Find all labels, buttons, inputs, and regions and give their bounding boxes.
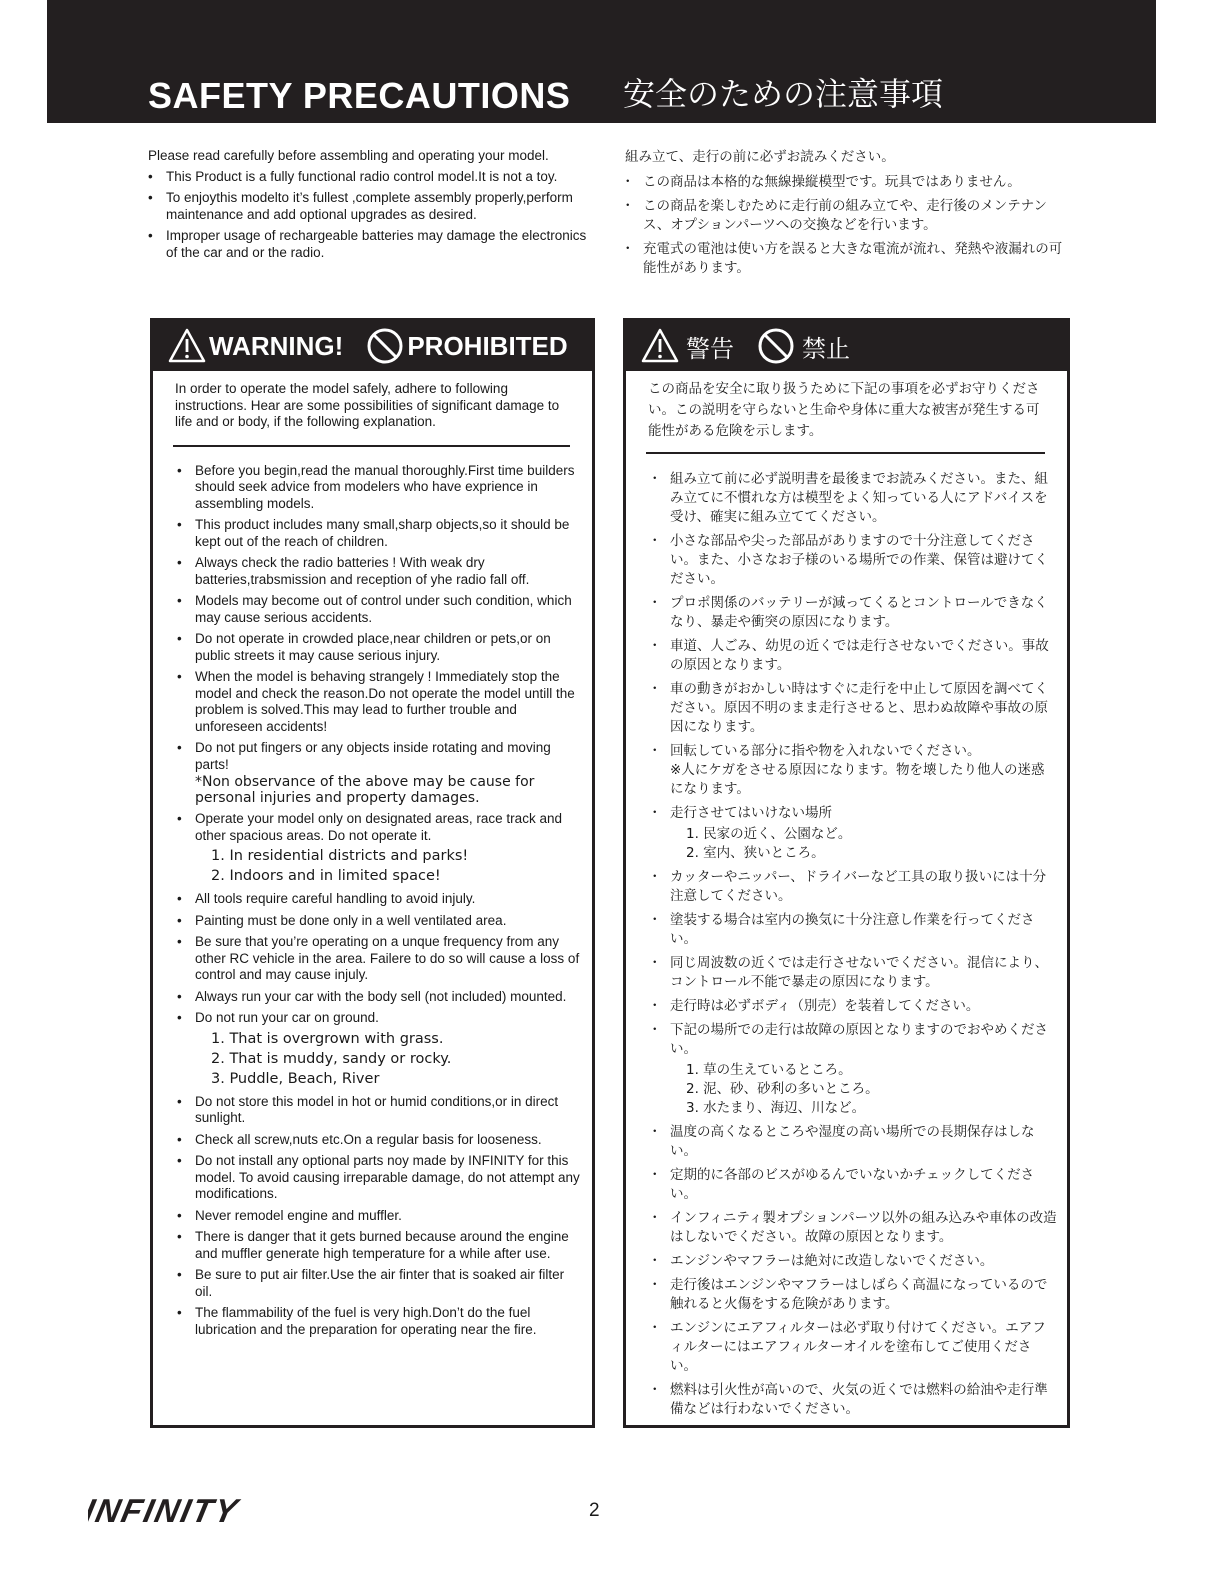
list-item xyxy=(177,811,582,886)
list-item xyxy=(177,1208,582,1225)
list-item-text: Painting must be done only in a well ventilated area. xyxy=(195,912,507,928)
warning-triangle-icon xyxy=(640,326,680,366)
list-item-text: Always check the radio batteries ! With weak dry batteries,trabsmission and reception of yhe radio fall off. xyxy=(195,555,530,587)
list-item-text: 小さな部品や尖った部品がありますので十分注意してください。また、小さなお子様のいる場所での作業、保管は避けてください。 xyxy=(670,533,1048,587)
list-item xyxy=(177,740,582,806)
warning-box-ja xyxy=(623,318,1070,1428)
list-item: • To enjoythis modelto it’s fullest ,complete assembly properly,perform maintenance and add optional upgrades as desired. xyxy=(148,190,598,223)
divider xyxy=(173,445,570,447)
list-item-text: 同じ周波数の近くでは走行させないでください。混信により、コントロール不能で暴走の原因になります。 xyxy=(670,955,1048,990)
list-item-text: 下記の場所での走行は故障の原因となりますのでおやめください。 xyxy=(670,1022,1048,1057)
list-item xyxy=(177,891,582,908)
list-item-text: Do not store this model in hot or humid conditions,or in direct sunlight. xyxy=(195,1093,559,1125)
list-item-text: カッターやニッパー、ドライバーなど工具の取り扱いには十分注意してください。 xyxy=(670,869,1047,904)
list-item xyxy=(177,1267,582,1300)
list-item-text: 組み立て前に必ず説明書を最後までお読みください。また、組み立てに不慣れな方は模型をよく知っている人にアドバイスを受け、確実に組み立ててください。 xyxy=(670,471,1048,525)
list-item xyxy=(652,594,1057,632)
warning-list-en xyxy=(177,463,582,1339)
sub-list-item: 1. That is overgrown with grass. xyxy=(211,1030,444,1047)
list-item xyxy=(177,1305,582,1338)
warning-box-header-ja xyxy=(626,321,1067,371)
list-item-text: Do not install any optional parts noy made by INFINITY for this model. To avoid causing irreparable damage, do not attempt any modifications. xyxy=(195,1153,580,1201)
warning-label: WARNING! xyxy=(209,330,344,361)
list-item-text: インフィニティ製オプションパーツ以外の組み込みや車体の改造はしないでください。故障の原因となります。 xyxy=(670,1210,1057,1245)
list-item xyxy=(177,555,582,588)
list-item xyxy=(652,1021,1057,1118)
list-item-text: 塗装する場合は室内の換気に十分注意し作業を行ってください。 xyxy=(670,912,1035,947)
list-item xyxy=(652,532,1057,589)
list-item-text: The flammability of the fuel is very high.Don’t do the fuel lubrication and the preparation for operating near the fire. xyxy=(195,1305,537,1337)
list-item-text: Do not run your car on ground. xyxy=(195,1010,379,1025)
intro-en-lead: Please read carefully before assembling and operating your model. xyxy=(148,148,549,163)
list-item-text: Be sure that you’re operating on a unque frequency from any other RC vehicle in the area. Failere to do so will cause a loss of control and may cause injuly. xyxy=(195,934,580,982)
list-item-text: 走行後はエンジンやマフラーはしばらく高温になっているので触れると火傷をする危険があります。 xyxy=(670,1277,1048,1312)
list-item xyxy=(177,1132,582,1149)
page-number: 2 xyxy=(589,1500,600,1521)
sub-list-item: 3. Puddle, Beach, River xyxy=(211,1070,380,1087)
sub-list-item: 2. Indoors and in limited space! xyxy=(211,868,441,884)
list-item xyxy=(652,1123,1057,1161)
sub-list xyxy=(195,846,582,886)
list-item-text: 車の動きがおかしい時はすぐに走行を中止して原因を調べてください。原因不明のまま走行させると、思わぬ故障や事故の原因になります。 xyxy=(670,681,1048,735)
list-item xyxy=(652,1381,1057,1419)
list-item: ・ 充電式の電池は使い方を誤ると大きな電流が流れ、発熱や液漏れの可能性があります。 xyxy=(625,240,1065,278)
sub-list-item: 1. 民家の近く、公園など。 xyxy=(686,826,852,842)
list-item-text: There is danger that it gets burned because around the engine and muffler generate high temperature for a while after use. xyxy=(195,1229,569,1261)
sub-list-item: 1. 草の生えているところ。 xyxy=(686,1062,852,1078)
warning-box-header-en xyxy=(153,321,592,371)
list-item-text: Never remodel engine and muffler. xyxy=(195,1207,402,1223)
svg-text:INFINITY: INFINITY xyxy=(88,1497,243,1527)
list-item xyxy=(177,989,582,1006)
list-item xyxy=(652,868,1057,906)
prohibited-label: PROHIBITED xyxy=(407,330,568,361)
list-item xyxy=(652,1319,1057,1376)
list-item xyxy=(177,1094,582,1127)
list-item xyxy=(652,742,1057,799)
list-item: • This Product is a fully functional radio control model.It is not a toy. xyxy=(148,169,598,186)
warning-label-ja: 警告 xyxy=(686,334,734,363)
sub-list-item: 1. In residential districts and parks! xyxy=(211,848,469,864)
list-item xyxy=(652,804,1057,863)
warning-triangle-icon xyxy=(167,326,207,366)
list-item xyxy=(652,1276,1057,1314)
intro-ja xyxy=(625,148,1065,283)
intro-ja-list xyxy=(625,173,1065,278)
list-item xyxy=(177,913,582,930)
list-item: ・ この商品を楽しむために走行前の組み立てや、走行後のメンテナンス、オプションパーツへの交換などを行います。 xyxy=(625,197,1065,235)
list-item xyxy=(652,911,1057,949)
list-item xyxy=(177,463,582,513)
list-item-text: This product includes many small,sharp objects,so it should be kept out of the reach of children. xyxy=(195,517,570,549)
list-item-text: 定期的に各部のビスがゆるんでいないかチェックしてください。 xyxy=(670,1167,1035,1202)
prohibited-circle-icon xyxy=(756,326,796,366)
list-item xyxy=(652,997,1057,1016)
list-item-text: Check all screw,nuts etc.On a regular basis for looseness. xyxy=(195,1131,542,1147)
warning-box-en xyxy=(150,318,595,1428)
sub-list-item: 2. That is muddy, sandy or rocky. xyxy=(211,1050,452,1067)
list-item-text: Do not put fingers or any objects inside rotating and moving parts! xyxy=(195,740,551,772)
list-item xyxy=(652,680,1057,737)
warning-description-en: In order to operate the model safely, adhere to following instructions. Hear are some possibilities of significant damage to life and or body, if the following explanation. xyxy=(175,381,560,429)
sub-list xyxy=(670,1061,1057,1118)
list-item-text: 走行させてはいけない場所 xyxy=(670,805,832,821)
prohibited-label-ja: 禁止 xyxy=(802,334,850,363)
list-item-text: 回転している部分に指や物を入れないでください。 xyxy=(670,743,981,759)
list-item-text: When the model is behaving strangely ! Immediately stop the model and check the reason.Do not operate the model untill the problem is solved.This may lead to further trouble and unforeseen accidents! xyxy=(195,669,575,734)
list-item-text: 燃料は引火性が高いので、火気の近くでは燃料の給油や走行準備などは行わないでください。 xyxy=(670,1382,1048,1417)
sub-list xyxy=(670,825,1057,863)
list-item xyxy=(177,593,582,626)
page-title-en: SAFETY PRECAUTIONS xyxy=(148,75,571,116)
list-item xyxy=(652,1166,1057,1204)
list-item-text: エンジンにエアフィルターは必ず取り付けてください。エアフィルターにはエアフィルターオイルを塗布してご使用ください。 xyxy=(670,1320,1046,1374)
list-item-text: Before you begin,read the manual thoroughly.First time builders should seek advice from modelers who have exprience in assembling models. xyxy=(195,462,575,511)
list-item-text: Always run your car with the body sell (not included) mounted. xyxy=(195,988,567,1004)
brand-logo xyxy=(88,1497,328,1532)
list-item-text: 車道、人ごみ、幼児の近くでは走行させないでください。事故の原因となります。 xyxy=(670,638,1049,673)
sub-list-item: 2. 泥、砂、砂利の多いところ。 xyxy=(686,1081,879,1097)
sub-list xyxy=(195,1029,582,1089)
list-item xyxy=(177,669,582,735)
warning-description-ja: この商品を安全に取り扱うために下記の事項を必ずお守りください。この説明を守らないと生命や身体に重大な被害が発生する可能性がある危険を示します。 xyxy=(648,381,1040,439)
list-item-text: 走行時は必ずボディ（別売）を装着してください。 xyxy=(670,998,980,1014)
list-item xyxy=(652,1209,1057,1247)
intro-ja-lead: 組み立て、走行の前に必ずお読みください。 xyxy=(625,149,895,165)
prohibited-circle-icon xyxy=(365,326,405,366)
list-item xyxy=(177,1010,582,1089)
intro-en-list xyxy=(148,169,598,262)
list-item-text: プロポ関係のバッテリーが減ってくるとコントロールできなくなり、暴走や衝突の原因になります。 xyxy=(670,595,1048,630)
list-item-note: ※人にケガをさせる原因になります。物を壊したり他人の迷惑になります。 xyxy=(670,762,1045,797)
intro-en xyxy=(148,148,598,266)
warning-list-ja xyxy=(652,470,1057,1419)
list-item-text: All tools require careful handling to avoid injuly. xyxy=(195,891,476,906)
divider xyxy=(646,452,1045,454)
list-item xyxy=(177,1153,582,1203)
list-item-note: *Non observance of the above may be cause for personal injuries and property damages. xyxy=(195,774,535,806)
sub-list-item: 3. 水たまり、海辺、川など。 xyxy=(686,1100,866,1116)
list-item-text: Do not operate in crowded place,near children or pets,or on public streets it may cause serious injury. xyxy=(195,631,551,663)
list-item-text: Operate your model only on designated areas, race track and other spacious areas. Do not operate it. xyxy=(195,811,562,843)
list-item: • Improper usage of rechargeable batteries may damage the electronics of the car and or the radio. xyxy=(148,228,598,261)
list-item xyxy=(652,637,1057,675)
list-item xyxy=(177,517,582,550)
list-item xyxy=(652,954,1057,992)
page-title-ja: 安全のための注意事項 xyxy=(623,75,944,113)
list-item xyxy=(177,934,582,984)
list-item xyxy=(177,1229,582,1262)
list-item xyxy=(652,470,1057,527)
list-item-text: 温度の高くなるところや湿度の高い場所での長期保存はしない。 xyxy=(670,1124,1035,1159)
list-item xyxy=(177,631,582,664)
list-item-text: Be sure to put air filter.Use the air finter that is soaked air filter oil. xyxy=(195,1267,565,1299)
list-item xyxy=(652,1252,1057,1271)
list-item: ・ この商品は本格的な無線操縦模型です。玩具ではありません。 xyxy=(625,173,1065,192)
list-item-text: エンジンやマフラーは絶対に改造しないでください。 xyxy=(670,1253,994,1269)
sub-list-item: 2. 室内、狭いところ。 xyxy=(686,845,825,861)
list-item-text: Models may become out of control under such condition, which may cause serious accidents. xyxy=(195,593,572,625)
